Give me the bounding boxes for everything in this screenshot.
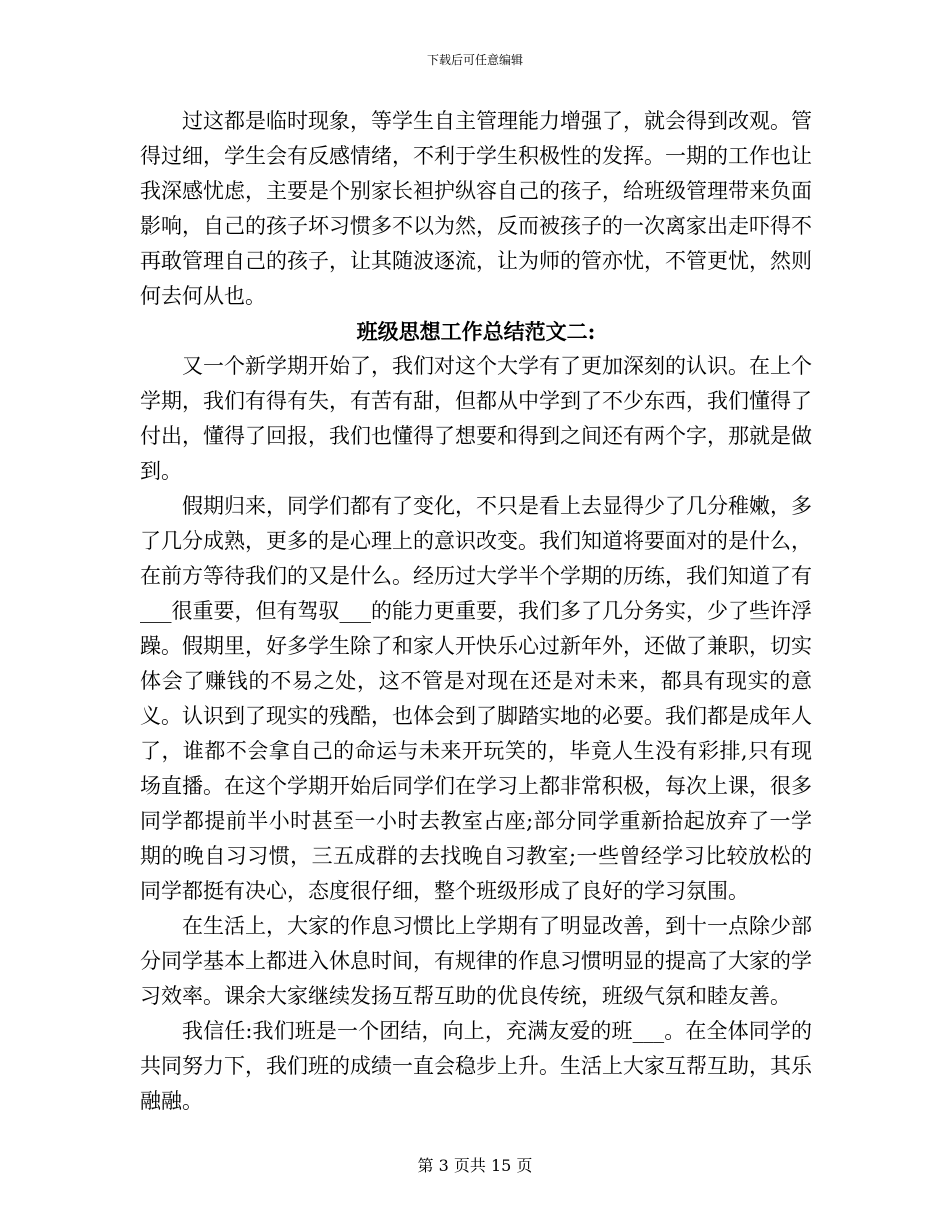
document-body <box>140 104 812 1119</box>
paragraph-1: 过这都是临时现象，等学生自主管理能力增强了，就会得到改观。管得过细，学生会有反感情绪，不利于学生积极性的发挥。一期的工作也让我深感忧虑，主要是个别家长袒护纵容自己的孩子，给班级管理带来负面影响，自己的孩子坏习惯多不以为然，反而被孩子的一次离家出走吓得不再敢管理自己的孩子，让其随波逐流，让为师的管亦忧，不管更忧，然则何去何从也。 <box>140 109 812 308</box>
page-footer: 第 3 页共 15 页 <box>417 1156 533 1175</box>
page-header: 下载后可任意编辑 <box>426 53 523 67</box>
paragraph-2: 又一个新学期开始了，我们对这个大学有了更加深刻的认识。在上个学期，我们有得有失，有苦有甜，但都从中学到了不少东西，我们懂得了付出，懂得了回报，我们也懂得了想要和得到之间还有两个字，那就是做到。 <box>140 354 812 483</box>
paragraph-3: 假期归来，同学们都有了变化，不只是看上去显得少了几分稚嫩，多了几分成熟，更多的是心理上的意识改变。我们知道将要面对的是什么，在前方等待我们的又是什么。经历过大学半个学期的历练，我们知道了有___很重要，但有驾驭___的能力更重要，我们多了几分务实，少了些许浮躁。假期里，好多学生除了和家人开快乐心过新年外，还做了兼职，切实体会了赚钱的不易之处，这不管是对现在还是对未来，都具有现实的意义。认识到了现实的残酷，也体会到了脚踏实地的必要。我们都是成年人了，谁都不会拿自己的命运与未来开玩笑的，毕竟人生没有彩排,只有现场直播。在这个学期开始后同学们在学习上都非常积极，每次上课，很多同学都提前半小时甚至一小时去教室占座;部分同学重新拾起放弃了一学期的晚自习习惯，三五成群的去找晚自习教室;一些曾经学习比较放松的同学都挺有决心，态度很仔细，整个班级形成了良好的学习氛围。 <box>140 494 812 903</box>
paragraph-5: 我信任:我们班是一个团结，向上，充满友爱的班___。在全体同学的共同努力下，我们班的成绩一直会稳步上升。生活上大家互帮互助，其乐融融。 <box>140 1019 812 1113</box>
paragraph-4: 在生活上，大家的作息习惯比上学期有了明显改善，到十一点除少部分同学基本上都进入休息时间，有规律的作息习惯明显的提高了大家的学习效率。课余大家继续发扬互帮互助的优良传统，班级气氛和睦友善。 <box>140 914 812 1008</box>
section-title: 班级思想工作总结范文二: <box>356 319 596 344</box>
